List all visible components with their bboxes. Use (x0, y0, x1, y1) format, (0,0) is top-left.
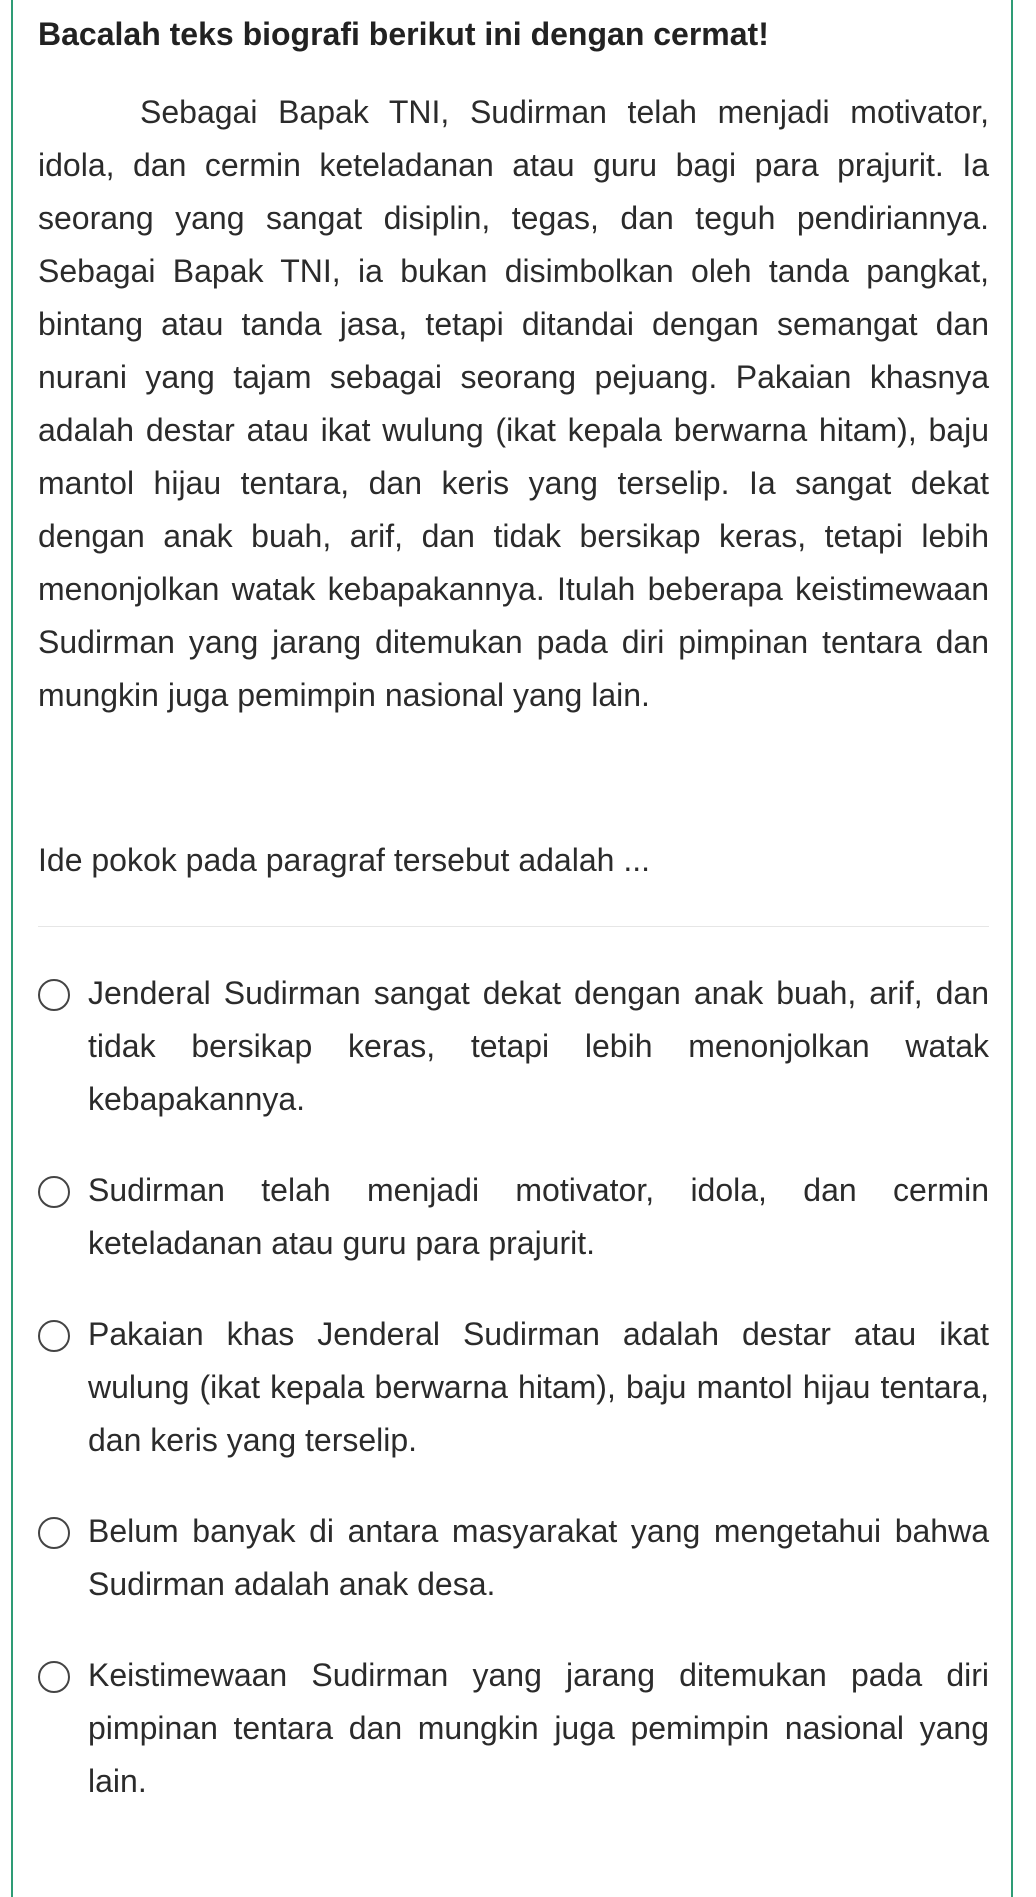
answer-options (38, 967, 989, 1808)
answer-option-label: Belum banyak di antara masyarakat yang mengetahui bahwa Sudirman adalah anak desa. (88, 1513, 989, 1602)
answer-option-3[interactable] (38, 1308, 989, 1467)
answer-option-4[interactable] (38, 1505, 989, 1611)
divider (38, 926, 989, 927)
answer-option-label: Jenderal Sudirman sangat dekat dengan anak buah, arif, dan tidak bersikap keras, tetapi lebih menonjolkan watak kebapakannya. (88, 975, 989, 1117)
answer-option-label: Pakaian khas Jenderal Sudirman adalah destar atau ikat wulung (ikat kepala berwarna hitam), baju mantol hijau tentara, dan keris yang terselip. (88, 1316, 989, 1458)
radio-button[interactable] (38, 1661, 70, 1693)
answer-option-1[interactable] (38, 967, 989, 1126)
radio-button[interactable] (38, 979, 70, 1011)
answer-option-5[interactable] (38, 1649, 989, 1808)
radio-button[interactable] (38, 1517, 70, 1549)
question-card (38, 0, 989, 1846)
radio-button[interactable] (38, 1320, 70, 1352)
biography-passage: Sebagai Bapak TNI, Sudirman telah menjadi motivator, idola, dan cermin keteladanan atau guru bagi para prajurit. Ia seorang yang sangat disiplin, tegas, dan teguh pendiriannya. Sebagai Bapak TNI, ia bukan disimbolkan oleh tanda pangkat, bintang atau tanda jasa, tetapi ditandai dengan semangat dan nurani yang tajam sebagai seorang pejuang. Pakaian khasnya adalah destar atau ikat wulung (ikat kepala berwarna hitam), baju mantol hijau tentara, dan keris yang terselip. Ia sangat dekat dengan anak buah, arif, dan tidak bersikap keras, tetapi lebih menonjolkan watak kebapakannya. Itulah beberapa keistimewaan Sudirman yang jarang ditemukan pada diri pimpinan tentara dan mungkin juga pemimpin nasional yang lain. (38, 94, 989, 713)
question-prompt: Ide pokok pada paragraf tersebut adalah ... (38, 842, 650, 878)
radio-button[interactable] (38, 1176, 70, 1208)
answer-option-label: Sudirman telah menjadi motivator, idola, dan cermin keteladanan atau guru para prajurit. (88, 1172, 989, 1261)
answer-option-2[interactable] (38, 1164, 989, 1270)
answer-option-label: Keistimewaan Sudirman yang jarang ditemukan pada diri pimpinan tentara dan mungkin juga pemimpin nasional yang lain. (88, 1657, 989, 1799)
instruction-heading: Bacalah teks biografi berikut ini dengan cermat! (38, 16, 769, 52)
